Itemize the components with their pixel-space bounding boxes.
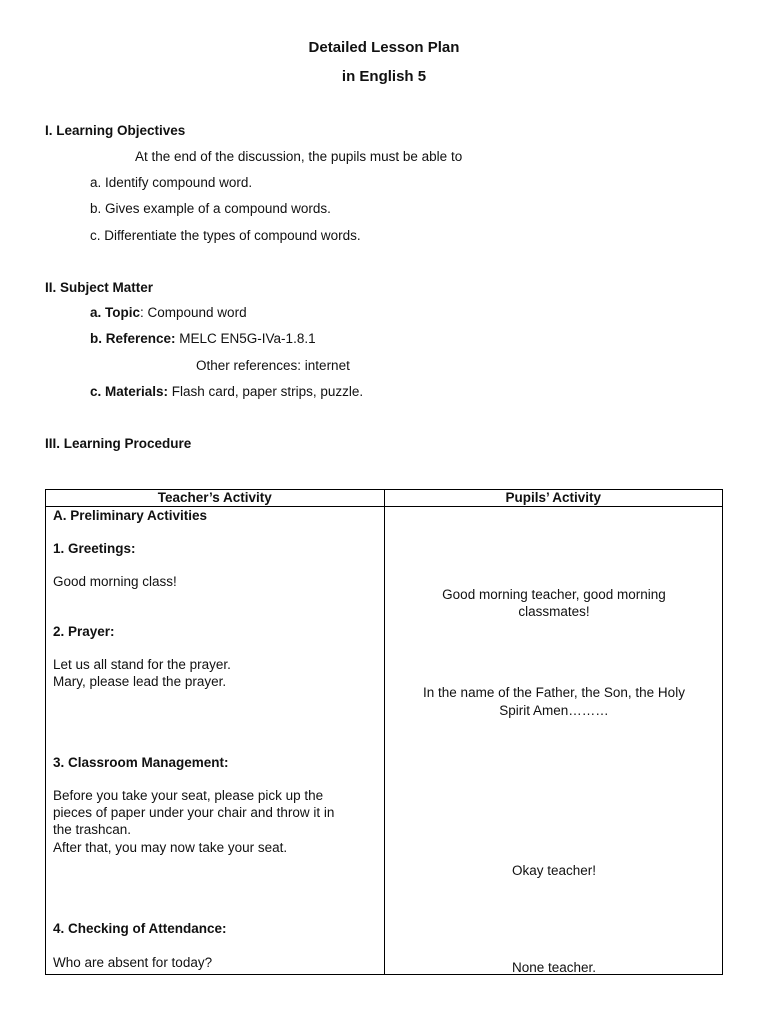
table-header-row <box>46 490 723 507</box>
pupils-attendance-reply: None teacher. <box>511 960 597 975</box>
prayer-text-line: Mary, please lead the prayer. <box>53 674 227 689</box>
management-text-line: After that, you may now take your seat. <box>53 840 288 855</box>
objective-item: b. Gives example of a compound words. <box>90 201 331 216</box>
subject-matter-heading: II. Subject Matter <box>45 280 154 295</box>
management-text-line: the trashcan. <box>53 822 132 837</box>
topic-value: : Compound word <box>140 305 247 320</box>
greetings-text: Good morning class! <box>53 574 177 589</box>
teacher-activity-cell <box>46 507 385 975</box>
reference-line <box>90 331 316 346</box>
materials-label: c. Materials: <box>90 384 169 399</box>
document-subtitle: in English 5 <box>341 68 427 85</box>
objectives-heading: I. Learning Objectives <box>45 123 186 138</box>
topic-label: a. Topic <box>90 305 141 320</box>
teacher-activity-header: Teacher’s Activity <box>46 490 385 507</box>
procedure-heading: III. Learning Procedure <box>45 436 192 451</box>
pupils-greeting-line: Good morning teacher, good morning <box>442 587 666 602</box>
objectives-intro: At the end of the discussion, the pupils must be able to <box>135 149 463 164</box>
materials-line <box>90 384 363 399</box>
preliminary-heading: A. Preliminary Activities <box>53 508 208 523</box>
pupils-management-reply: Okay teacher! <box>511 863 597 878</box>
management-text-line: pieces of paper under your chair and throw it in <box>53 805 335 820</box>
prayer-heading: 2. Prayer: <box>53 624 115 639</box>
attendance-text: Who are absent for today? <box>53 955 213 970</box>
document-title: Detailed Lesson Plan <box>308 39 460 56</box>
pupils-greeting-line: classmates! <box>518 604 590 619</box>
pupils-prayer-line: Spirit Amen……… <box>499 703 609 718</box>
reference-value: MELC EN5G-IVa-1.8.1 <box>175 331 316 346</box>
topic-line <box>90 305 247 320</box>
pupils-activity-cell <box>384 507 723 975</box>
greetings-heading: 1. Greetings: <box>53 541 136 556</box>
prayer-text-line: Let us all stand for the prayer. <box>53 657 231 672</box>
pupils-prayer-line: In the name of the Father, the Son, the Holy <box>423 685 685 700</box>
other-references: Other references: internet <box>196 358 350 373</box>
table-row <box>46 507 723 975</box>
objective-item: c. Differentiate the types of compound words. <box>90 228 361 243</box>
objective-item: a. Identify compound word. <box>90 175 253 190</box>
management-text-line: Before you take your seat, please pick up the <box>53 788 324 803</box>
materials-value: Flash card, paper strips, puzzle. <box>168 384 364 399</box>
reference-label: b. Reference: <box>90 331 176 346</box>
procedure-table <box>45 489 723 975</box>
attendance-heading: 4. Checking of Attendance: <box>53 921 227 936</box>
pupils-activity-header: Pupils’ Activity <box>384 490 723 507</box>
classroom-management-heading: 3. Classroom Management: <box>53 755 229 770</box>
